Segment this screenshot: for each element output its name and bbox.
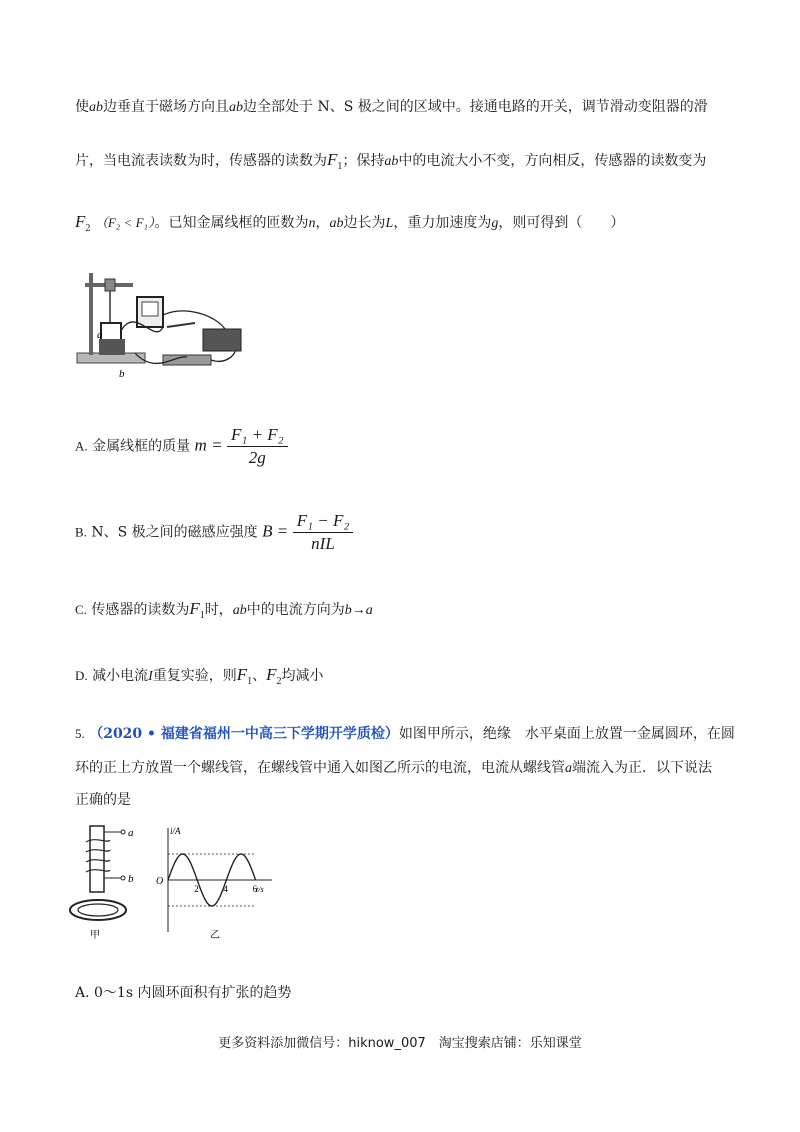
x-axis-label: t/s <box>256 885 264 894</box>
option-text: 均减小 <box>281 668 324 684</box>
current-time-chart <box>148 822 278 942</box>
option-text: 传感器的读数为 <box>91 602 190 618</box>
letter: F <box>189 599 200 618</box>
text: 片，当电流表读数为时，传感器的读数为 <box>75 153 327 169</box>
footer-ad: 更多资料添加微信号：hiknow_007 淘宝搜索店铺：乐知课堂 <box>218 1036 582 1051</box>
q5-line3 <box>75 789 131 809</box>
text: ， <box>315 215 330 231</box>
para1-line2 <box>75 150 706 172</box>
ammeter-dial <box>142 302 158 316</box>
var-ab: ab <box>384 154 399 169</box>
var-F2 <box>266 665 282 687</box>
var-L: L <box>385 216 394 231</box>
label-a: a <box>128 827 134 839</box>
text: ，则可得到（ ） <box>498 215 625 231</box>
question-text: 端流入为正．以下说法 <box>572 760 712 776</box>
figure-yi-label: 乙 <box>210 930 220 941</box>
var-F1 <box>327 150 343 172</box>
question-number: 5. <box>75 726 85 741</box>
battery <box>203 329 241 351</box>
q5-line2 <box>75 757 712 777</box>
letter: F <box>327 150 338 169</box>
question-text: 环的正上方放置一个螺线管，在螺线管中通入如图乙所示的电流，电流从螺线管 <box>75 760 565 776</box>
var-g: g <box>491 216 499 231</box>
formula-lhs: B = <box>262 521 289 541</box>
var-F1 <box>189 599 205 621</box>
option-text: 金属线框的质量 <box>92 438 191 455</box>
numerator: F₁ + F₂ <box>227 424 288 447</box>
formula-fraction <box>227 424 288 469</box>
option-text: N、S 极之间的磁感应强度 <box>91 524 258 541</box>
letter: F <box>236 665 248 684</box>
option-4c <box>75 599 373 621</box>
option-text: 中的电流方向为 <box>246 602 345 618</box>
formula-lhs: m = <box>194 435 223 455</box>
text: 中的电流大小不变，方向相反，传感器的读数变为 <box>398 153 707 169</box>
figure-jia-label: 甲 <box>90 930 100 941</box>
para1-line3 <box>75 212 624 234</box>
solenoid-figure <box>66 822 156 942</box>
option-letter: B. <box>75 524 87 540</box>
subscript: 1 <box>199 610 205 621</box>
y-axis-label: i/A <box>170 826 181 836</box>
switch <box>167 323 195 327</box>
para1-line1 <box>75 96 708 116</box>
option-letter: C. <box>75 602 87 617</box>
x-tick-label: 2 <box>194 884 199 894</box>
current-direction: b→a <box>344 603 373 618</box>
option-letter: A. <box>75 438 88 454</box>
text: 使 <box>75 99 89 115</box>
origin-label: O <box>156 876 164 887</box>
text: ；保持 <box>342 153 385 169</box>
option-4d <box>75 665 324 687</box>
terminal-a <box>121 830 125 834</box>
formula-fraction <box>293 510 354 555</box>
label-b: b <box>119 368 125 380</box>
text: 边全部处于 N、S 极之间的区域中。接通电路的开关，调节滑动变阻器的滑 <box>243 99 708 115</box>
text: 边长为 <box>343 215 386 231</box>
letter: F <box>266 665 277 684</box>
subscript: 2 <box>85 223 91 234</box>
question-text: 如图甲所示，绝缘 水平桌面上放置一金属圆环，在圆 <box>398 726 735 742</box>
q5-line1 <box>75 723 735 743</box>
var-F1 <box>236 665 253 687</box>
option-5a: A. 0～1s 内圆环面积有扩张的趋势 <box>75 985 292 1001</box>
option-letter: D. <box>75 668 88 683</box>
numerator: F₁ − F₂ <box>293 510 354 533</box>
option-4a <box>75 424 288 469</box>
magnet <box>99 339 125 355</box>
denominator: nIL <box>311 534 335 553</box>
apparatus-figure <box>75 265 275 385</box>
option-text: 重复实验，则 <box>152 668 237 684</box>
var-a: a <box>565 761 572 776</box>
letter: F <box>75 212 86 231</box>
var-I: I <box>148 669 153 684</box>
separator: 、 <box>252 668 267 684</box>
var-ab: ab <box>232 603 247 618</box>
option-4b <box>75 510 353 555</box>
x-tick-label: 6 <box>252 884 258 894</box>
question-text: 正确的是 <box>75 792 131 808</box>
force-sensor <box>105 279 115 291</box>
var-ab: ab <box>89 100 103 115</box>
x-tick-label: 4 <box>223 884 228 894</box>
var-ab: ab <box>329 216 344 231</box>
denominator: 2g <box>248 448 266 467</box>
subscript: 1 <box>337 161 343 172</box>
var-ab: ab <box>229 100 243 115</box>
subscript: 1 <box>247 676 253 687</box>
subscript: 2 <box>276 676 282 687</box>
label-b: b <box>128 873 134 885</box>
label-a: a <box>97 329 103 341</box>
option-text: 时， <box>204 602 233 618</box>
option-text: 减小电流 <box>92 668 149 684</box>
text: 边垂直于磁场方向且 <box>103 99 229 115</box>
text: 。已知金属线框的匝数为 <box>154 215 309 231</box>
text: ，重力加速度为 <box>393 215 492 231</box>
var-n: n <box>308 216 316 231</box>
metal-ring-inner <box>78 904 118 916</box>
terminal-b <box>121 876 125 880</box>
question-source: （2020 • 福建省福州一中高三下学期开学质检） <box>89 726 399 742</box>
solenoid-core <box>90 826 104 892</box>
var-F2 <box>75 212 91 234</box>
condition: （F₂ < F₁） <box>94 215 155 230</box>
